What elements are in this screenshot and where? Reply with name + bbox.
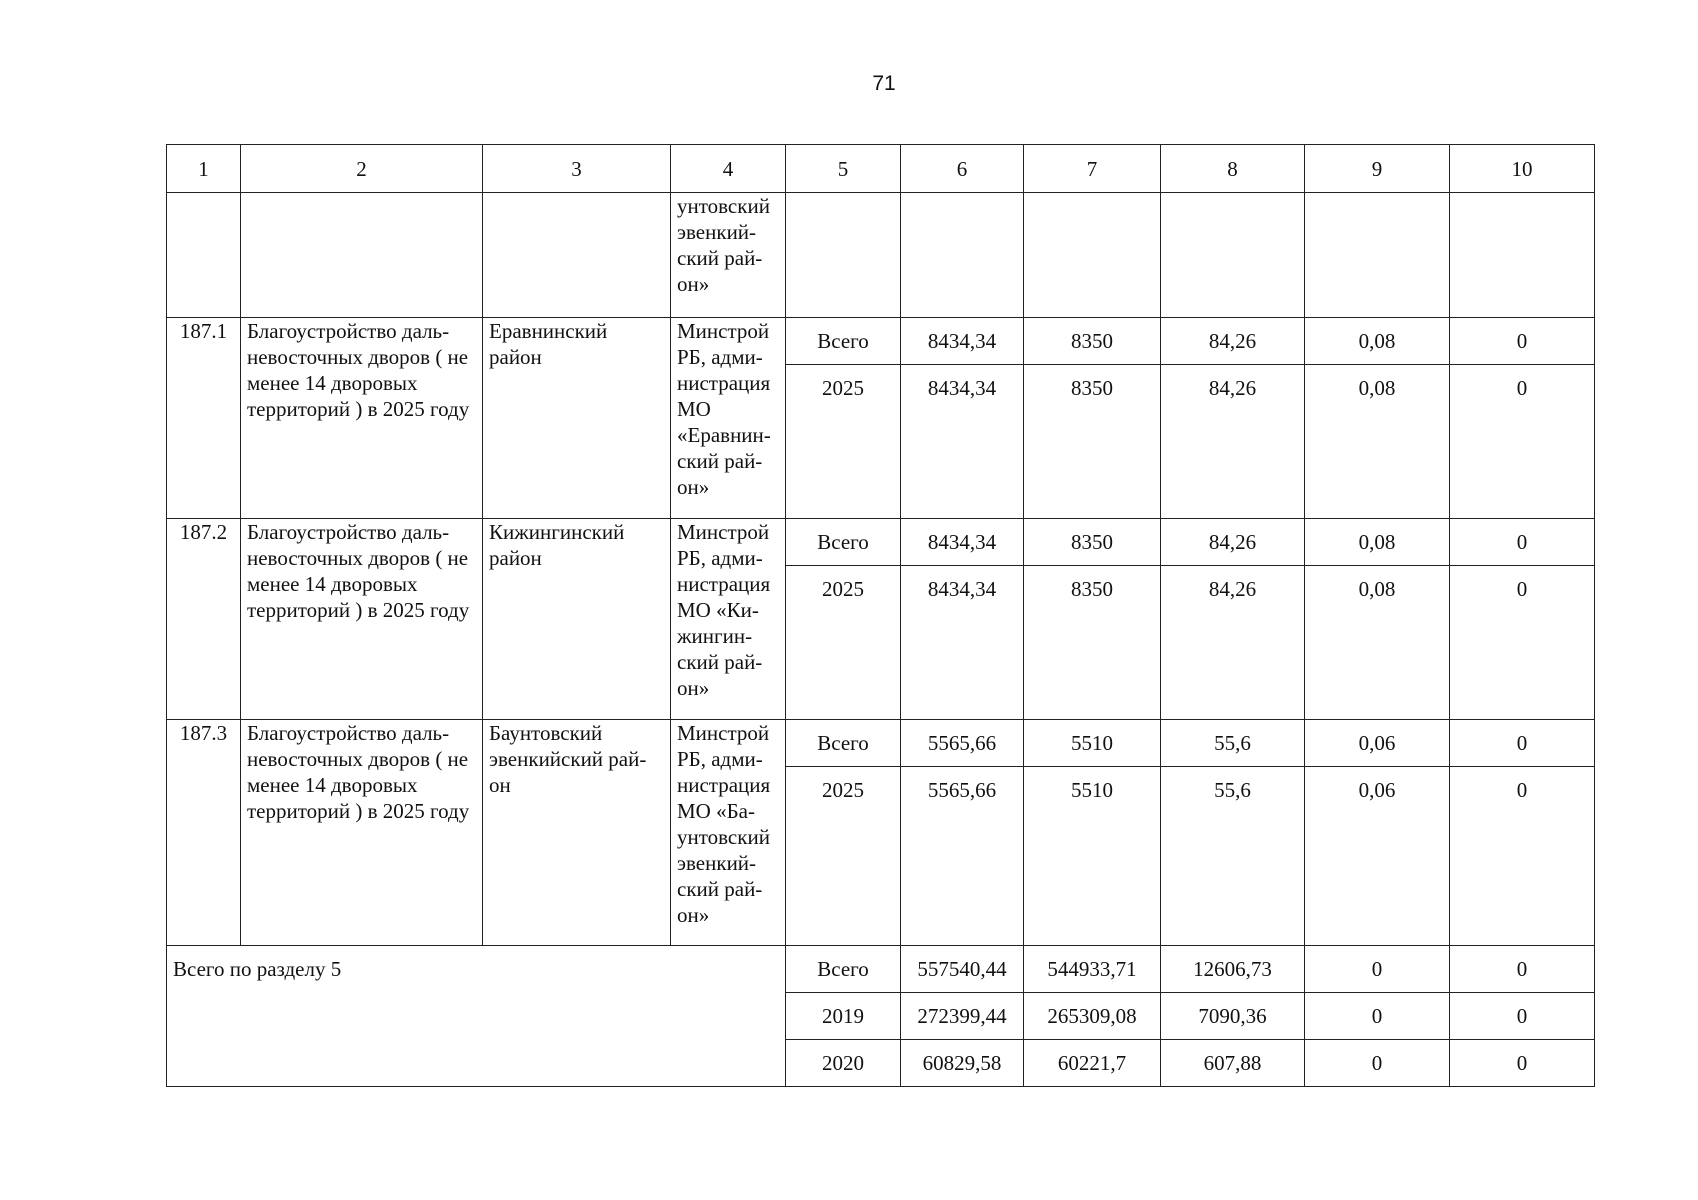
column-header: 4 — [671, 145, 786, 193]
value-cell: 8350 — [1024, 365, 1161, 519]
value-cell: 84,26 — [1161, 566, 1305, 720]
value-cell: 84,26 — [1161, 365, 1305, 519]
column-header: 6 — [901, 145, 1024, 193]
value-cell: 0,08 — [1305, 519, 1450, 566]
value-cell: 0 — [1450, 365, 1595, 519]
period-cell: 2019 — [786, 993, 901, 1040]
value-cell: 60221,7 — [1024, 1040, 1161, 1087]
column-header: 9 — [1305, 145, 1450, 193]
value-cell: 7090,36 — [1161, 993, 1305, 1040]
value-cell: 8350 — [1024, 519, 1161, 566]
value-cell: 0,08 — [1305, 566, 1450, 720]
value-cell: 544933,71 — [1024, 946, 1161, 993]
column-header: 8 — [1161, 145, 1305, 193]
page-number: 71 — [872, 72, 896, 95]
item-executor: Минстрой РБ, адми-нистрация МО «Ки-жингин-ский рай-он» — [671, 519, 786, 720]
value-cell: 265309,08 — [1024, 993, 1161, 1040]
item-district: Еравнинский район — [483, 318, 671, 519]
column-header: 2 — [241, 145, 483, 193]
item-executor: Минстрой РБ, адми-нистрация МО «Ба-унтовский эвенкий-ский рай-он» — [671, 720, 786, 946]
period-cell: Всего — [786, 318, 901, 365]
value-cell: 0 — [1450, 519, 1595, 566]
column-header: 7 — [1024, 145, 1161, 193]
total-row — [167, 946, 1595, 993]
value-cell: 0,08 — [1305, 365, 1450, 519]
value-cell: 8434,34 — [901, 318, 1024, 365]
value-cell: 5510 — [1024, 720, 1161, 767]
period-cell: 2025 — [786, 767, 901, 946]
value-cell: 60829,58 — [901, 1040, 1024, 1087]
column-header-row — [167, 145, 1595, 193]
table-row — [167, 720, 1595, 767]
value-cell: 84,26 — [1161, 318, 1305, 365]
item-name: Благоустройство даль-невосточных дворов ( не менее 14 дворовых территорий ) в 2025 году — [241, 318, 483, 519]
value-cell: 55,6 — [1161, 720, 1305, 767]
item-executor: Минстрой РБ, адми-нистрация МО «Еравнин-ский рай-он» — [671, 318, 786, 519]
column-header: 1 — [167, 145, 241, 193]
value-cell: 0 — [1305, 993, 1450, 1040]
value-cell: 5565,66 — [901, 720, 1024, 767]
value-cell: 8434,34 — [901, 566, 1024, 720]
value-cell: 0,08 — [1305, 318, 1450, 365]
period-cell: 2020 — [786, 1040, 901, 1087]
period-cell: 2025 — [786, 365, 901, 519]
value-cell: 55,6 — [1161, 767, 1305, 946]
value-cell: 0 — [1305, 1040, 1450, 1087]
item-number: 187.1 — [167, 318, 241, 519]
value-cell: 12606,73 — [1161, 946, 1305, 993]
table-row — [167, 318, 1595, 365]
value-cell: 272399,44 — [901, 993, 1024, 1040]
continuation-executor: унтовский эвенкий-ский рай-он» — [671, 193, 786, 318]
value-cell: 0 — [1450, 767, 1595, 946]
item-number: 187.3 — [167, 720, 241, 946]
value-cell: 607,88 — [1161, 1040, 1305, 1087]
continuation-row — [167, 193, 1595, 318]
item-name: Благоустройство даль-невосточных дворов ( не менее 14 дворовых территорий ) в 2025 году — [241, 720, 483, 946]
value-cell: 557540,44 — [901, 946, 1024, 993]
value-cell: 84,26 — [1161, 519, 1305, 566]
value-cell: 8434,34 — [901, 519, 1024, 566]
item-district: Кижингинский район — [483, 519, 671, 720]
value-cell: 0 — [1450, 318, 1595, 365]
period-cell: Всего — [786, 720, 901, 767]
total-label: Всего по разделу 5 — [167, 946, 786, 1087]
period-cell: Всего — [786, 946, 901, 993]
value-cell: 0 — [1450, 720, 1595, 767]
column-header: 10 — [1450, 145, 1595, 193]
item-name: Благоустройство даль-невосточных дворов ( не менее 14 дворовых территорий ) в 2025 году — [241, 519, 483, 720]
value-cell: 5510 — [1024, 767, 1161, 946]
value-cell: 0 — [1450, 946, 1595, 993]
value-cell: 0 — [1450, 566, 1595, 720]
column-header: 3 — [483, 145, 671, 193]
item-district: Баунтовский эвенкийский рай-он — [483, 720, 671, 946]
value-cell: 0 — [1305, 946, 1450, 993]
value-cell: 0,06 — [1305, 720, 1450, 767]
table-row — [167, 519, 1595, 566]
value-cell: 5565,66 — [901, 767, 1024, 946]
period-cell: Всего — [786, 519, 901, 566]
value-cell: 0 — [1450, 993, 1595, 1040]
item-number: 187.2 — [167, 519, 241, 720]
value-cell: 8434,34 — [901, 365, 1024, 519]
value-cell: 0 — [1450, 1040, 1595, 1087]
value-cell: 8350 — [1024, 318, 1161, 365]
value-cell: 0,06 — [1305, 767, 1450, 946]
period-cell: 2025 — [786, 566, 901, 720]
budget-table — [166, 144, 1595, 1087]
column-header: 5 — [786, 145, 901, 193]
value-cell: 8350 — [1024, 566, 1161, 720]
